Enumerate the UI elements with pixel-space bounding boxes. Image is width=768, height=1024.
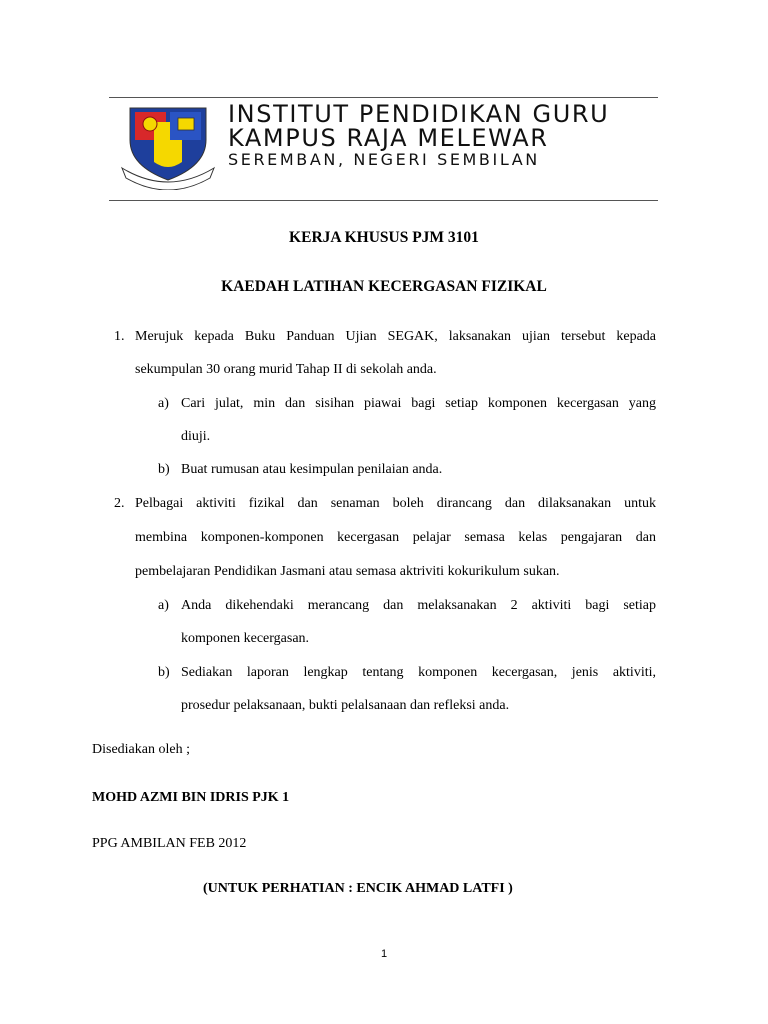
question-1b-letter: b) bbox=[158, 462, 170, 477]
prepared-by-label: Disediakan oleh ; bbox=[92, 742, 190, 757]
question-1a-letter: a) bbox=[158, 396, 169, 411]
question-2b-letter: b) bbox=[158, 665, 170, 680]
institute-name-line2: KAMPUS RAJA MELEWAR bbox=[228, 124, 549, 152]
question-1-number: 1. bbox=[114, 329, 125, 344]
question-1-line1: Merujuk kepada Buku Panduan Ujian SEGAK, laksanakan ujian tersebut kepada bbox=[135, 329, 656, 344]
institute-name-line3: SEREMBAN, NEGERI SEMBILAN bbox=[228, 150, 540, 169]
page-title: KERJA KHUSUS PJM 3101 bbox=[289, 229, 479, 246]
page-subtitle: KAEDAH LATIHAN KECERGASAN FIZIKAL bbox=[221, 278, 547, 295]
header-rule-top bbox=[109, 97, 658, 98]
question-2a-letter: a) bbox=[158, 598, 169, 613]
question-2b-line2: prosedur pelaksanaan, bukti pelalsanaan dan refleksi anda. bbox=[181, 698, 510, 713]
page-number: 1 bbox=[380, 948, 388, 960]
institute-name-line1: INSTITUT PENDIDIKAN GURU bbox=[228, 100, 610, 128]
institute-crest-logo bbox=[118, 100, 218, 190]
question-2-line2: membina komponen-komponen kecergasan pelajar semasa kelas pengajaran dan bbox=[135, 530, 656, 545]
question-2-line1: Pelbagai aktiviti fizikal dan senaman boleh dirancang dan dilaksanakan untuk bbox=[135, 496, 656, 511]
question-1-line2: sekumpulan 30 orang murid Tahap II di sekolah anda. bbox=[135, 362, 437, 377]
cohort-label: PPG AMBILAN FEB 2012 bbox=[92, 836, 247, 851]
question-1a-line2: diuji. bbox=[181, 429, 211, 444]
question-2a-line2: komponen kecergasan. bbox=[181, 631, 310, 646]
question-2-number: 2. bbox=[114, 496, 125, 511]
question-2b-line1: Sediakan laporan lengkap tentang komponen kecergasan, jenis aktiviti, bbox=[181, 665, 656, 680]
question-1a-line1: Cari julat, min dan sisihan piawai bagi setiap komponen kecergasan yang bbox=[181, 396, 656, 411]
author-name: MOHD AZMI BIN IDRIS PJK 1 bbox=[92, 790, 290, 805]
question-2-line3: pembelajaran Pendidikan Jasmani atau semasa aktriviti kokurikulum sukan. bbox=[135, 564, 560, 579]
question-2a-line1: Anda dikehendaki merancang dan melaksanakan 2 aktiviti bagi setiap bbox=[181, 598, 656, 613]
header-rule-bottom bbox=[109, 200, 658, 201]
question-1b-line1: Buat rumusan atau kesimpulan penilaian anda. bbox=[181, 462, 443, 477]
attention-note: (UNTUK PERHATIAN : ENCIK AHMAD LATFI ) bbox=[203, 881, 513, 896]
